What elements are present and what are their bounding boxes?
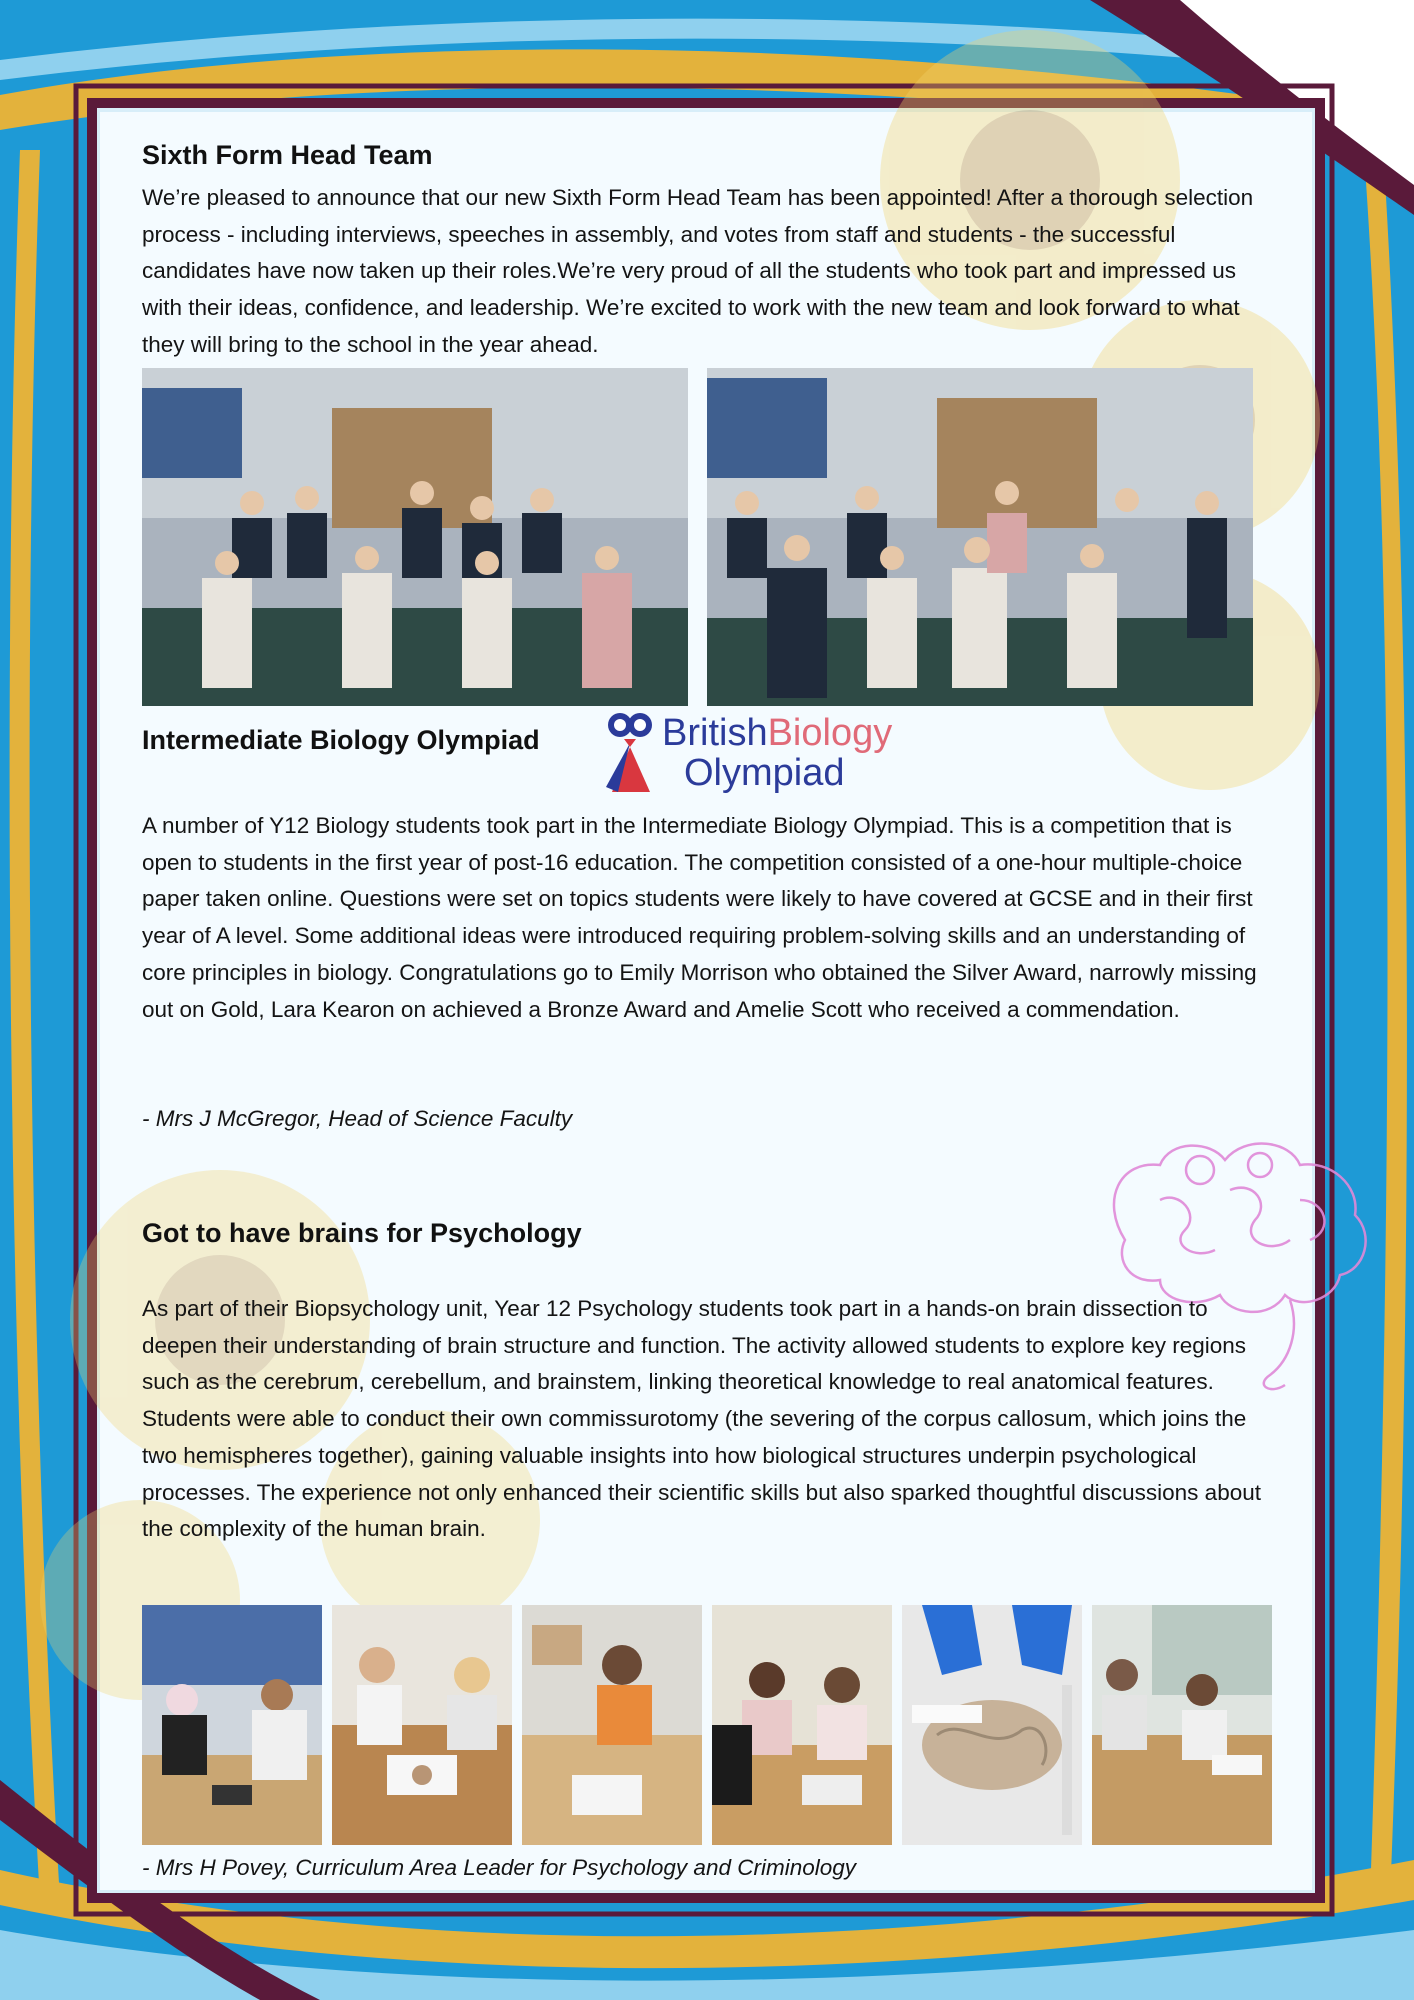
sixth-form-photo-1 [142,368,688,706]
psychology-photo-3 [522,1605,702,1845]
sixth-form-photo-2 [707,368,1253,706]
biology-paragraph: A number of Y12 Biology students took part in the Intermediate Biology Olympiad. This is a competition that is open to students in the first year of post-16 education. The competition consisted of a one-hour multiple-choice paper taken online. Questions were set on topics students were likely to have covered at GCSE and in their first year of A level. Some additional ideas were introduced requiring problem-solving skills and an understanding of core principles in biology. Congratulations go to Emily Morrison who obtained the Silver Award, narrowly missing out on Gold, Lara Kearon on achieved a Bronze Award and Amelie Scott who received a commendation. [142,813,1257,1022]
sixth-form-paragraph: We’re pleased to announce that our new Sixth Form Head Team has been appointed! After a thorough selection process - including interviews, speeches in assembly, and votes from staff and students - the successful candidates have now taken up their roles.We’re very proud of all the students who took part and impressed us with their ideas, confidence, and leadership. We’re excited to work with the new team and look forward to what they will bring to the school in the year ahead. [142,185,1254,357]
biology-signature: - Mrs J McGregor, Head of Science Faculty [142,1106,573,1131]
psychology-paragraph: As part of their Biopsychology unit, Year 12 Psychology students took part in a hands-on brain dissection to deepen their understanding of brain structure and function. The activity allowed students to explore key regions such as the cerebrum, cerebellum, and brainstem, linking theoretical knowledge to real anatomical features. Students were able to conduct their own commissurotomy (the severing of the corpus callosum, which joins the two hemispheres together), gaining valuable insights into how biological structures underpin psychological processes. The experience not only enhanced their scientific skills but also sparked thoughtful discussions about the complexity of the human brain. [142,1296,1261,1542]
psychology-heading: Got to have brains for Psychology [142,1218,582,1248]
logo-wordmark-line1: BritishBiology [662,712,893,754]
psychology-photo-1 [142,1605,322,1845]
psychology-signature: - Mrs H Povey, Curriculum Area Leader for Psychology and Criminology [142,1855,857,1880]
psychology-photo-2 [332,1605,512,1845]
psychology-photo-6 [1092,1605,1272,1845]
owl-logo-icon [602,707,660,797]
psychology-photo-4 [712,1605,892,1845]
british-biology-olympiad-logo [602,705,922,805]
newsletter-page [92,103,1320,1898]
biology-heading: Intermediate Biology Olympiad [142,725,540,755]
logo-wordmark-line2: Olympiad [684,752,845,794]
sixth-form-heading: Sixth Form Head Team [142,140,433,170]
psychology-photo-5 [902,1605,1082,1845]
